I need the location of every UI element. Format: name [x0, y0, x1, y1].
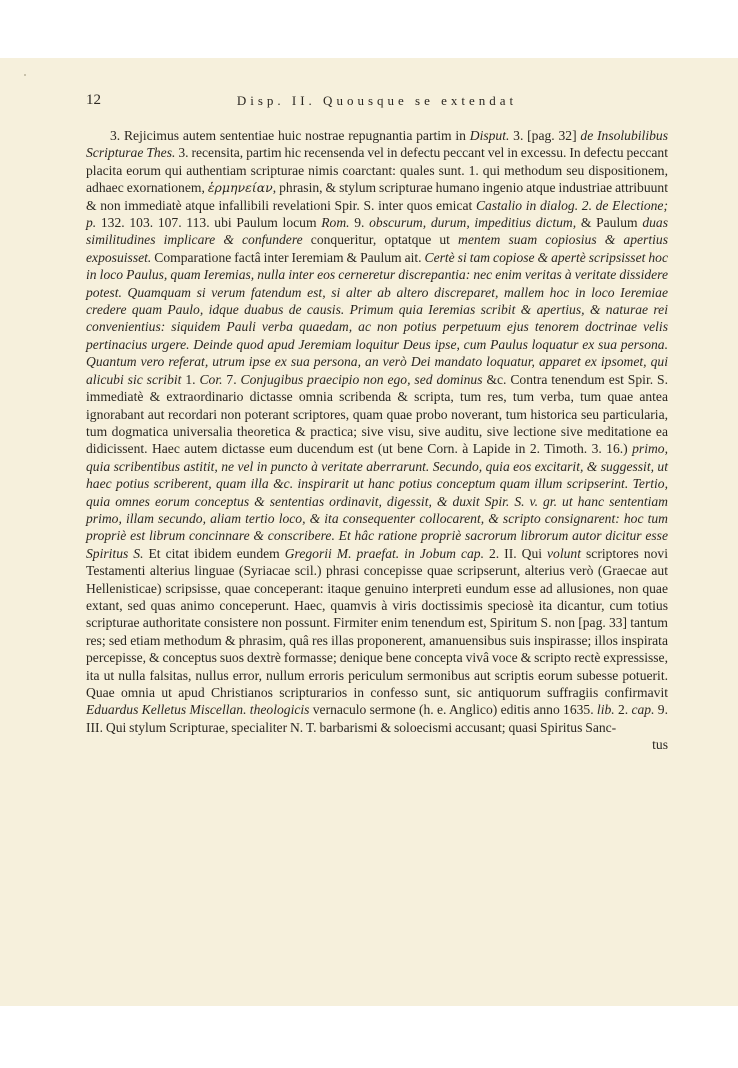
text-run: 9.: [349, 215, 370, 231]
italic-run: Castalio in dialog. 2. de Electione; p.: [86, 197, 668, 231]
italic-run: Disput.: [469, 128, 510, 143]
italic-run: Cor.: [199, 371, 223, 387]
italic-run: duas similitudines implicare & confundere: [86, 215, 668, 248]
page-header: [86, 92, 668, 112]
text-run: scriptores novi Testamenti alterius linguae (Syriacae scil.) phrasi concepisse quae scripserunt, alterius verò (Graecae aut Hellenisticae) scripsisse, quae conceperant: itaque genuino interpreti eundum esse ad allusiones, non quae extant, sed quas animo conceperunt. Haec, quamvis à viris doctissimis speciosè ita dicantur, cum totius scripturae authoritate consistere non possunt. Firmiter enim tenendum est, Spiritum S. non [pag. 33] tantum res; sed etiam methodum & phrasim, quâ res illas proponerent, amanuensibus suis inspirasse; illos inspirata percepisse, & conceptus suos dextrè formasse; denique bene concepta vivâ voce & scripto rectè expressisse, ita ut nulla falsitas, nullus error, nullum erroris periculum sermonibus aut scriptis eorum subesse potuerit. Quae omnia ut apud Christianos scripturarios in confesso sunt, sic antiquorum suffragiis confirmavit: [86, 545, 668, 700]
running-head: Disp. II. Quousque se extendat: [236, 93, 518, 108]
text-run: &c. Contra tenendum est Spir. S. immediatè & extraordinario dictasse omnia scribenda & scripta, tum res, tum verba, tum quae antea ignorabant aut recordari non poterant scriptores, quam quae probo noverant, tum historica seu particularia, tum dogmatica universalia theoretica & practica; sive visu, sive auditu, sive lectione sive meditatione ea didicissent. Haec autem dictasse eum ducendum est (ut bene Corn. à Lapide in 2. Timoth. 3. 16.): [86, 371, 668, 457]
italic-run: Eduardus Kelletus Miscellan. theologicis: [86, 702, 310, 718]
text-run: 3. Rejicimus autem sententiae huic nostrae repugnantia partim in: [110, 128, 470, 143]
italic-run: cap.: [631, 702, 655, 718]
text-run: 9. III. Qui stylum Scripturae, specialiter N. T. barbarismi & soloecismi accusant; quasi Spiritus Sanc-: [86, 702, 668, 735]
text-run: & Paulum: [576, 215, 643, 231]
italic-run: primo, quia scribentibus astitit, ne vel in puncto à veritate aberrarunt. Secundo, quia eos excitarit, & suggessit, ut haec potius scriberent, quam illa &c. inspirarit ut hanc potius conceptum quam illum scripserint. Tertio, quia omnes eorum conceptus & sententias ordinavit, digessit, & duxit Spir. S. v. gr. ut hanc sententiam primo, illam secundo, aliam tertio loco, & ita consequenter collocarent, & scripto consignarent: hoc tum propriè est librum concinnare & conscribere. Et hâc ratione propriè sacrorum librorum autor dicitur esse Spiritus S.: [86, 441, 668, 561]
book-page: [0, 58, 738, 1006]
text-run: 132. 103. 107. 113. ubi Paulum locum: [96, 215, 322, 231]
catchword: tus: [652, 737, 668, 753]
italic-run: Conjugibus praecipio non ego, sed dominus: [240, 371, 483, 387]
text-run: , phrasin, & stylum scripturae humano ingenio atque industriae attribuunt & non immediatè atque infallibili revelationi Spir. S. inter quos emicat: [86, 180, 668, 213]
italic-run: obscurum, durum, impeditius dictum,: [369, 215, 577, 231]
paragraph: [86, 127, 668, 736]
text-run: 3. recensita, partim hic recensenda vel in defectu peccant vel in excessu. In defectu peccant placita eorum qui authentiam scripturae nimis coarctant: quales sunt. 1. qui methodum seu dispositionem, adhaec exornationem,: [86, 145, 669, 196]
page-number: 12: [86, 92, 101, 108]
text-run: 1.: [181, 371, 200, 387]
text-run: Comparatione factâ inter Ieremiam & Paulum ait.: [151, 249, 425, 265]
paper-speck: [24, 74, 26, 76]
italic-run: volunt: [547, 545, 581, 561]
greek-word: ἑρμηνείαν: [207, 180, 273, 196]
italic-run: Certè si tam copiose & apertè scripsisset hoc in loco Paulus, quam Ieremias, nulla inter eos cerneretur discrepantia: nec enim veritas à veritate dissidere potest. Quamquam si verum fatendum est, si alter ab altero discreparet, mallem hoc in loco Ieremiae credere quam Paulo, idque duabus de causis. Primum quia Ieremias scribit & apertius, & naturae rei convenientius: siquidem Pauli verba quaedam, ac non potius perpetuum ejus tenorem doctrinae velis pertinacius urgere. Deinde quod apud Jeremiam loquitur Deus ipse, cum Paulus loquatur ex sua persona. Quantum vero referat, utrum ipse ex sua persona, an verò Dei mandato loquatur, apparet ex ipsomet, qui alicubi sic scribit: [86, 249, 668, 387]
italic-run: mentem suam copiosius & apertius exposuisset.: [86, 232, 668, 265]
italic-run: Rom.: [321, 215, 350, 231]
text-run: conqueritur, optatque ut: [302, 232, 459, 248]
body-text: [86, 127, 668, 754]
text-run: 7.: [222, 371, 241, 387]
italic-run: de Insolubilibus Scripturae Thes.: [86, 128, 668, 161]
text-run: 2. II. Qui: [484, 545, 548, 561]
text-run: 3. [pag. 32]: [509, 128, 581, 143]
italic-run: lib.: [596, 702, 615, 718]
text-run: Et citat ibidem eundem: [143, 545, 285, 561]
italic-run: Gregorii M. praefat. in Jobum cap.: [284, 545, 484, 561]
text-run: 2.: [614, 702, 632, 718]
text-run: vernaculo sermone (h. e. Anglico) editis anno 1635.: [309, 702, 597, 718]
